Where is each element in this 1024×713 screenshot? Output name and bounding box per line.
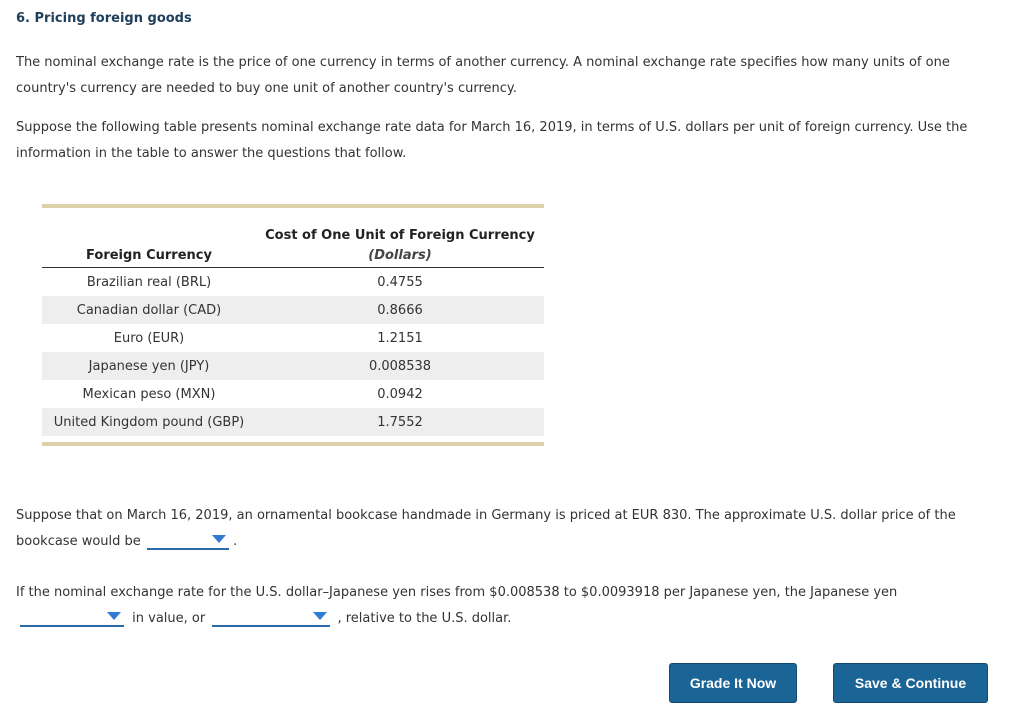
- currency-cell: Canadian dollar (CAD): [42, 296, 256, 324]
- question-title: 6. Pricing foreign goods: [16, 11, 192, 26]
- q2-text-middle: in value, or: [132, 611, 206, 626]
- currency-cell: Brazilian real (BRL): [86, 274, 212, 290]
- table-bottom-rule: [42, 442, 544, 446]
- q1-text-end: .: [233, 534, 238, 549]
- exchange-rate-table: [42, 204, 544, 446]
- cost-cell: 0.008538: [256, 352, 544, 380]
- q2-text: If the nominal exchange rate for the U.S. dollar–Japanese yen rises from $0.008538 to $0.0093918 per Japanese yen, the Japanese yen: [16, 585, 898, 600]
- currency-cell: United Kingdom pound (GBP): [42, 408, 256, 436]
- table-row: [42, 352, 544, 380]
- chevron-down-icon: [107, 612, 121, 620]
- currency-cell: Japanese yen (JPY): [42, 352, 256, 380]
- chevron-down-icon: [313, 612, 327, 620]
- table-row: [42, 408, 544, 436]
- currency-cell: Mexican peso (MXN): [82, 386, 216, 402]
- table-header-spacer: [42, 208, 256, 244]
- question-1: [16, 503, 991, 555]
- save-and-continue-button[interactable]: Save & Continue: [833, 663, 988, 703]
- grade-it-now-button[interactable]: Grade It Now: [669, 663, 797, 703]
- cost-column-unit: (Dollars): [256, 244, 544, 268]
- table-row: [42, 380, 544, 408]
- cost-cell: 1.7552: [256, 408, 544, 436]
- cost-cell: 0.0942: [377, 386, 423, 402]
- chevron-down-icon: [212, 535, 226, 543]
- question-2: [16, 580, 991, 632]
- table-row: [42, 324, 544, 352]
- cost-cell: 0.4755: [377, 274, 423, 290]
- q1-text: Suppose that on March 16, 2019, an ornamental bookcase handmade in Germany is priced at EUR 830. The approximate U.S. dollar price of the bookcase would be: [16, 508, 956, 549]
- q2-text-end: , relative to the U.S. dollar.: [337, 611, 512, 626]
- table-row: [42, 296, 544, 324]
- currency-cell: Euro (EUR): [113, 330, 185, 346]
- cost-cell: 0.8666: [256, 296, 544, 324]
- yen-appreciation-dropdown[interactable]: [212, 607, 330, 627]
- yen-value-change-dropdown[interactable]: [20, 607, 124, 627]
- intro-paragraph-2: Suppose the following table presents nominal exchange rate data for March 16, 2019, in terms of U.S. dollars per unit of foreign currency. Use the information in the table to answer the questions that follow.: [16, 120, 968, 161]
- currency-column-header: Foreign Currency: [42, 244, 256, 268]
- cost-column-header: Cost of One Unit of Foreign Currency: [265, 228, 535, 243]
- cost-cell: 1.2151: [377, 330, 423, 346]
- intro-paragraph-1: The nominal exchange rate is the price of one currency in terms of another currency. A nominal exchange rate specifies how many units of one country's currency are needed to buy one unit of another country's currency.: [16, 55, 950, 96]
- bookcase-price-dropdown[interactable]: [147, 530, 229, 550]
- table-row: [42, 268, 544, 297]
